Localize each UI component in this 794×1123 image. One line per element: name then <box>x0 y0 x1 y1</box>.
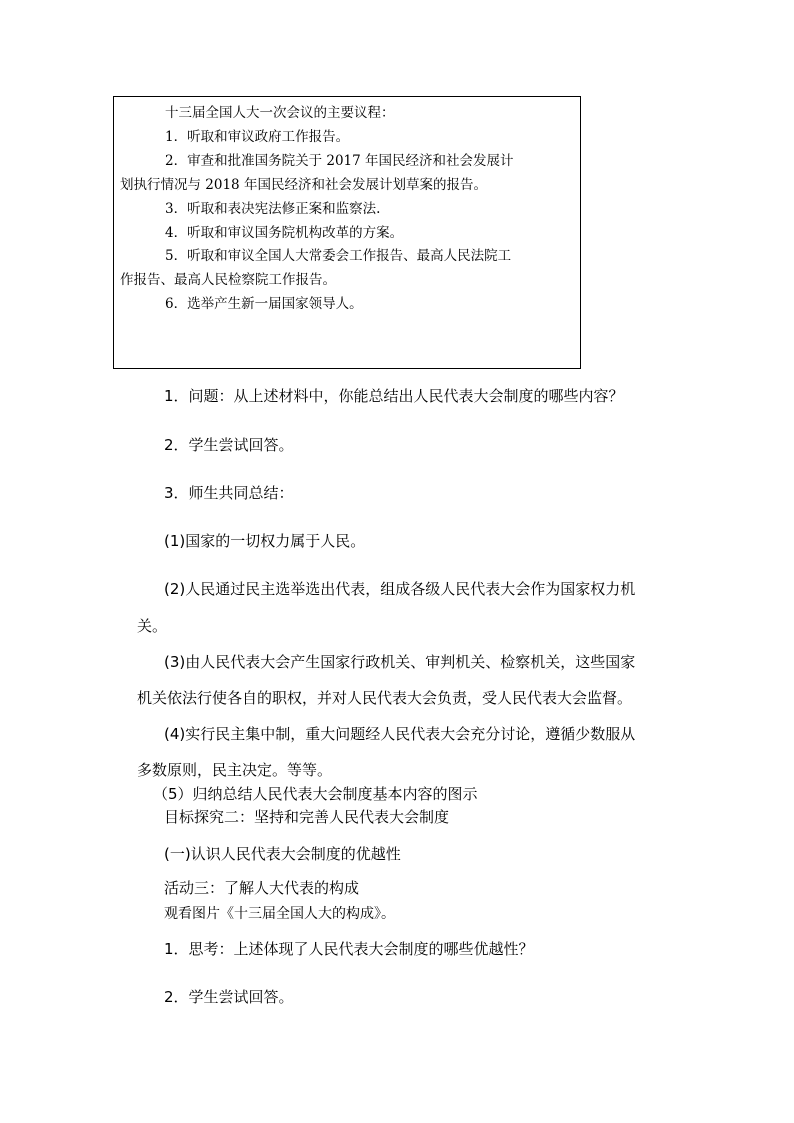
think-2: 2．学生尝试回答。 <box>164 988 294 1006</box>
agenda-item-4: 4．听取和审议国务院机构改革的方案。 <box>165 225 404 241</box>
section-1-heading: (一)认识人民代表大会制度的优越性 <box>164 845 401 863</box>
think-1: 1．思考：上述体现了人民代表大会制度的哪些优越性？ <box>164 940 534 958</box>
goal-2-heading: 目标探究二：坚持和完善人民代表大会制度 <box>164 808 450 826</box>
point-1: (1)国家的一切权力属于人民。 <box>164 532 366 550</box>
agenda-item-3: 3．听取和表决宪法修正案和监察法. <box>165 201 381 217</box>
question-3: 3．师生共同总结： <box>164 484 294 502</box>
agenda-item-2-cont: 划执行情况与 2018 年国民经济和社会发展计划草案的报告。 <box>120 177 487 193</box>
agenda-item-5-cont: 作报告、最高人民检察院工作报告。 <box>120 272 336 288</box>
agenda-item-6: 6．选举产生新一届国家领导人。 <box>165 296 363 312</box>
point-4-cont: 多数原则，民主决定。等等。 <box>137 761 333 779</box>
point-2-cont: 关。 <box>137 617 168 635</box>
activity-3-heading: 活动三：了解人大代表的构成 <box>164 879 360 897</box>
point-3: (3)由人民代表大会产生国家行政机关、审判机关、检察机关，这些国家 <box>164 653 636 671</box>
agenda-item-1: 1．听取和审议政府工作报告。 <box>165 129 350 145</box>
point-5: （5）归纳总结人民代表大会制度基本内容的图示 <box>153 785 478 803</box>
question-1: 1．问题：从上述材料中，你能总结出人民代表大会制度的哪些内容？ <box>164 387 624 405</box>
point-3-cont: 机关依法行使各自的职权，并对人民代表大会负责，受人民代表大会监督。 <box>137 689 633 707</box>
agenda-title: 十三届全国人大一次会议的主要议程： <box>165 105 395 121</box>
point-4: (4)实行民主集中制，重大问题经人民代表大会充分讨论，遵循少数服从 <box>164 725 636 743</box>
question-2: 2．学生尝试回答。 <box>164 436 294 454</box>
agenda-item-5: 5．听取和审议全国人大常委会工作报告、最高人民法院工 <box>165 248 512 264</box>
view-picture-text: 观看图片《十三届全国人大的构成》。 <box>164 906 395 922</box>
agenda-item-2: 2．审查和批准国务院关于 2017 年国民经济和社会发展计 <box>165 153 514 169</box>
point-2: (2)人民通过民主选举选出代表，组成各级人民代表大会作为国家权力机 <box>164 580 636 598</box>
